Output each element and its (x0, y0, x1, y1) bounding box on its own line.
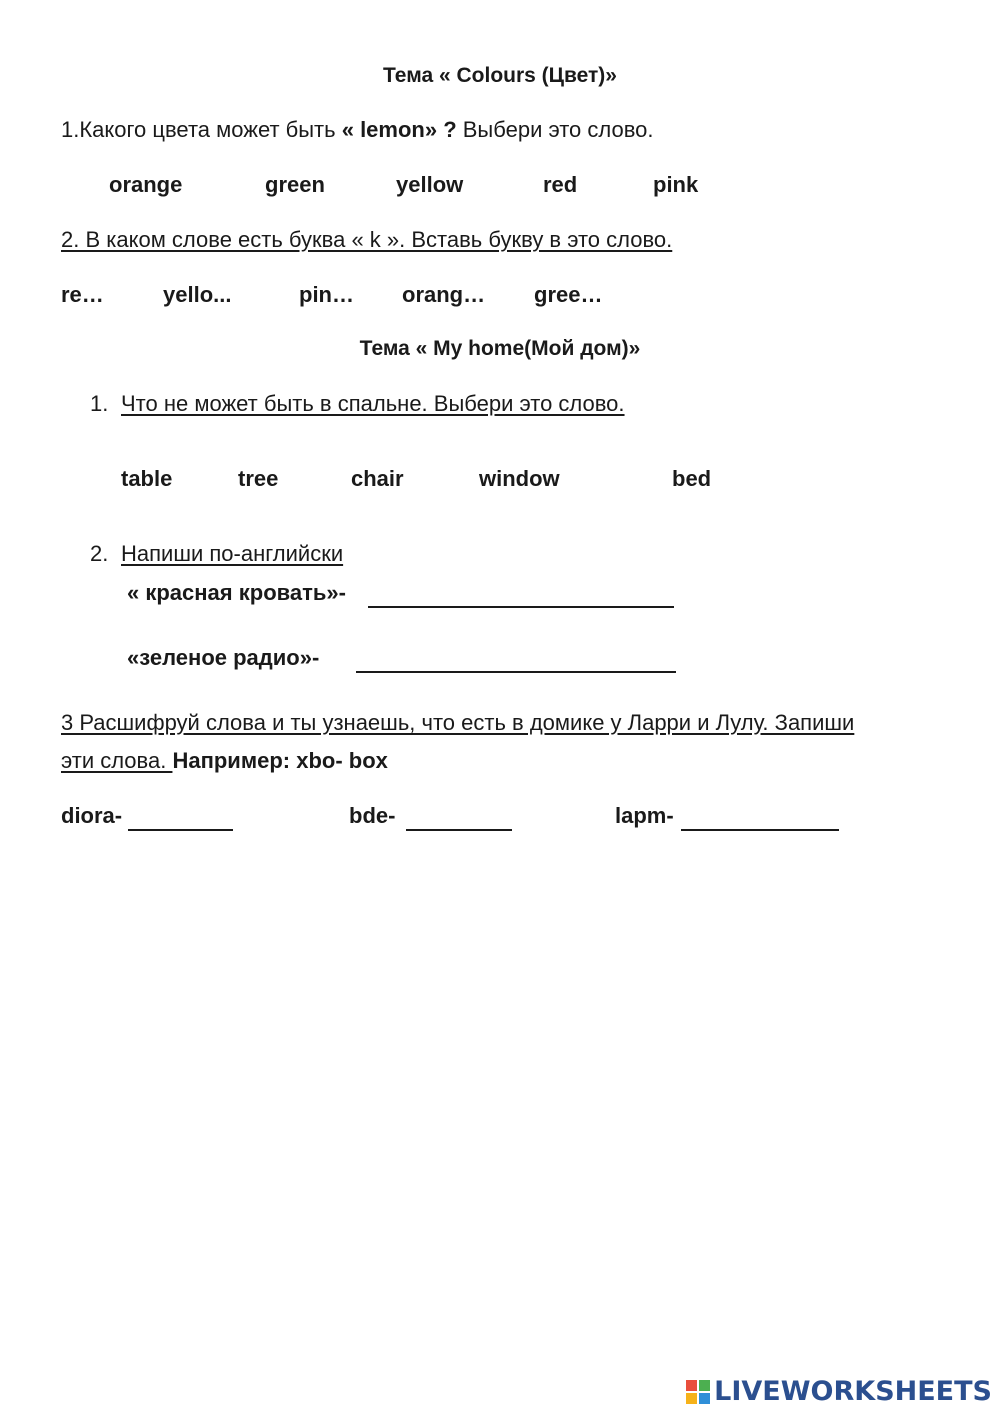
option-re[interactable]: re… (61, 282, 104, 307)
scramble-word-bde: bde- (349, 803, 396, 828)
section2-title: Тема « My home(Мой дом)» (359, 337, 641, 360)
option-orange[interactable]: orange (109, 172, 183, 197)
option-gree[interactable]: gree… (534, 282, 603, 307)
option-chair[interactable]: chair (351, 466, 404, 491)
option-yello[interactable]: yello... (163, 282, 232, 307)
question-2-colours: 2. В каком слове есть буква « k ». Вставь букву в это слово. (61, 227, 673, 252)
answer-field-lapm[interactable] (681, 805, 839, 831)
question-3-line2 (61, 748, 388, 774)
question-3-underlined: эти слова. (61, 748, 173, 773)
option-window[interactable]: window (479, 466, 560, 491)
option-bed[interactable]: bed (672, 466, 712, 491)
scramble-word-diora: diora- (61, 803, 123, 828)
option-table[interactable]: table (121, 466, 173, 491)
question-3-example: Например: xbo- box (172, 748, 388, 773)
answer-field-green-radio[interactable] (356, 647, 676, 673)
question-1-prefix: 1.Какого цвета может быть (61, 117, 342, 142)
section1-title: Тема « Colours (Цвет)» (383, 64, 617, 87)
question-1-colours (61, 117, 654, 143)
translate-item-red-bed: « красная кровать»- (127, 580, 346, 605)
option-orang[interactable]: orang… (402, 282, 486, 307)
question-1-suffix: Выбери это слово. (456, 117, 654, 142)
option-red[interactable]: red (543, 172, 578, 197)
option-pin[interactable]: pin… (299, 282, 354, 307)
answer-field-diora[interactable] (128, 805, 233, 831)
option-tree[interactable]: tree (238, 466, 279, 491)
translate-item-green-radio: «зеленое радио»- (127, 645, 320, 670)
answer-field-bde[interactable] (406, 805, 512, 831)
question-1-keyword: « lemon» ? (341, 117, 457, 142)
answer-field-red-bed[interactable] (368, 582, 674, 608)
logo-text: LIVEWORKSHEETS (714, 1376, 992, 1407)
question-3-line1: 3 Расшифруй слова и ты узнаешь, что есть в домике у Ларри и Лулу. Запиши (61, 710, 855, 735)
option-yellow[interactable]: yellow (396, 172, 464, 197)
question-home-1: Что не может быть в спальне. Выбери это слово. (121, 391, 625, 416)
question-home-2: Напиши по-английски (121, 541, 344, 566)
logo-squares-icon (686, 1380, 710, 1404)
question-home-2-number: 2. (90, 541, 109, 566)
option-green[interactable]: green (265, 172, 325, 197)
liveworksheets-logo (686, 1376, 992, 1407)
option-pink[interactable]: pink (653, 172, 699, 197)
question-home-1-number: 1. (90, 391, 109, 416)
scramble-word-lapm: lapm- (615, 803, 674, 828)
